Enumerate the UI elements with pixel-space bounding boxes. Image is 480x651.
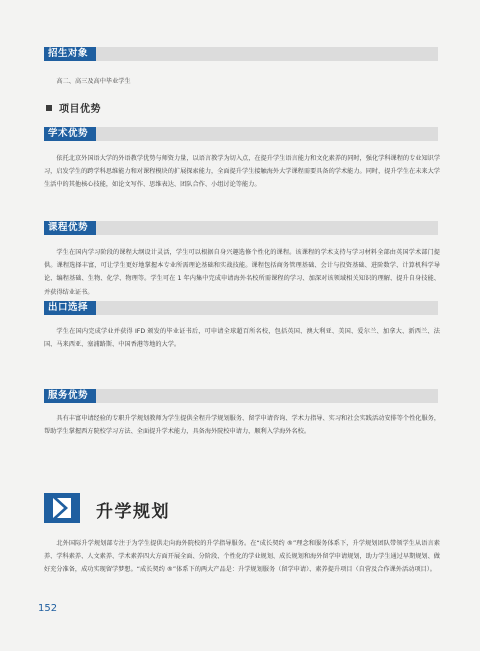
chapter-text: 北外国际升学规划部专注于为学生提供走向海外院校的升学指导服务。在“成长契约 ®”理念和服务体系下，升学规划团队带领学生从语言素养、学科素养、人文素养、学术素养四大方面开展全面、分阶段、个性化的学业规划、成长规划和海外留学申请规划，助力学生通过早期规划、做好充分准备，成功实现留学梦想。“成长契约 ®”体系下的两大产品是：升学规划服务（留学申请）、素养提升项目（自营及合作课外活动项目）。: [44, 540, 440, 574]
square-bullet-icon: [46, 105, 52, 111]
course-text: 学生在国内学习阶段的课程大纲设计灵活，学生可以根据自身兴趣选修个性化的课程。该课程的学术支持与学习材料全部由英国学术部门提供。课程选择丰富，可让学生更好地掌握本专业所需理论基础和实战技能。课程包括商务管理基础、会计与投资基础、进阶数学、计算机科学导论、编程基础、生物、化学、物理等。学生可在 1 年内集中完成申请海外名校所需课程的学习、加深对该领域相关知识的理解、提升自身技能、并获得结业证书。: [44, 249, 440, 296]
subheading-text: 项目优势: [59, 104, 101, 115]
section-tag-course: 课程优势: [44, 221, 96, 235]
section-band-service: [44, 389, 438, 403]
envelope-logo-icon: [44, 493, 80, 523]
page-number: 152: [38, 603, 58, 614]
section-band-course: [44, 221, 438, 235]
envelope-logo-svg: [44, 493, 80, 523]
academic-text: 依托北京外国语大学的外语教学优势与师资力量，以语言教学为切入点，在提升学生语言能力和文化素养的同时，强化学科课程的专业知识学习，启发学生的跨学科思维能力和对课程模块的扩展探索能力，全面提升学生接触海外大学课程需要具备的学术能力。同时，提升学生在未来大学生活中的其他核心技能，如论文写作、思维表达、团队合作、小组讨论等能力。: [44, 155, 441, 189]
section-band-exit: [44, 301, 438, 315]
section-band-target: [44, 47, 438, 61]
section-tag-academic: 学术优势: [44, 127, 96, 141]
section-tag-service: 服务优势: [44, 389, 96, 403]
section-tag-exit: 出口选择: [44, 301, 96, 315]
target-text: 高二、高三及高中毕业学生: [56, 78, 131, 85]
section-band-academic: [44, 127, 438, 141]
subheading: [46, 100, 101, 115]
exit-text: 学生在国内完成学业并获得 IFD 颁发的毕业证书后，可申请全球超百所名校，包括英国、澳大利亚、美国、爱尔兰、加拿大、新西兰、法国、马来西亚、塞浦路斯、中国香港等地的大学。: [44, 328, 440, 349]
service-text: 具有丰富申请经验的专职升学规划教师为学生提供全程升学规划服务、留学申请咨询、学术力指导、实习和社会实践活动安排等个性化服务，帮助学生掌握西方院校学习方法、全面提升学术能力，具备海外院校申请力，顺利入学海外名校。: [44, 415, 441, 436]
chapter-title: 升学规划: [96, 502, 170, 522]
section-tag-target: 招生对象: [44, 47, 96, 61]
